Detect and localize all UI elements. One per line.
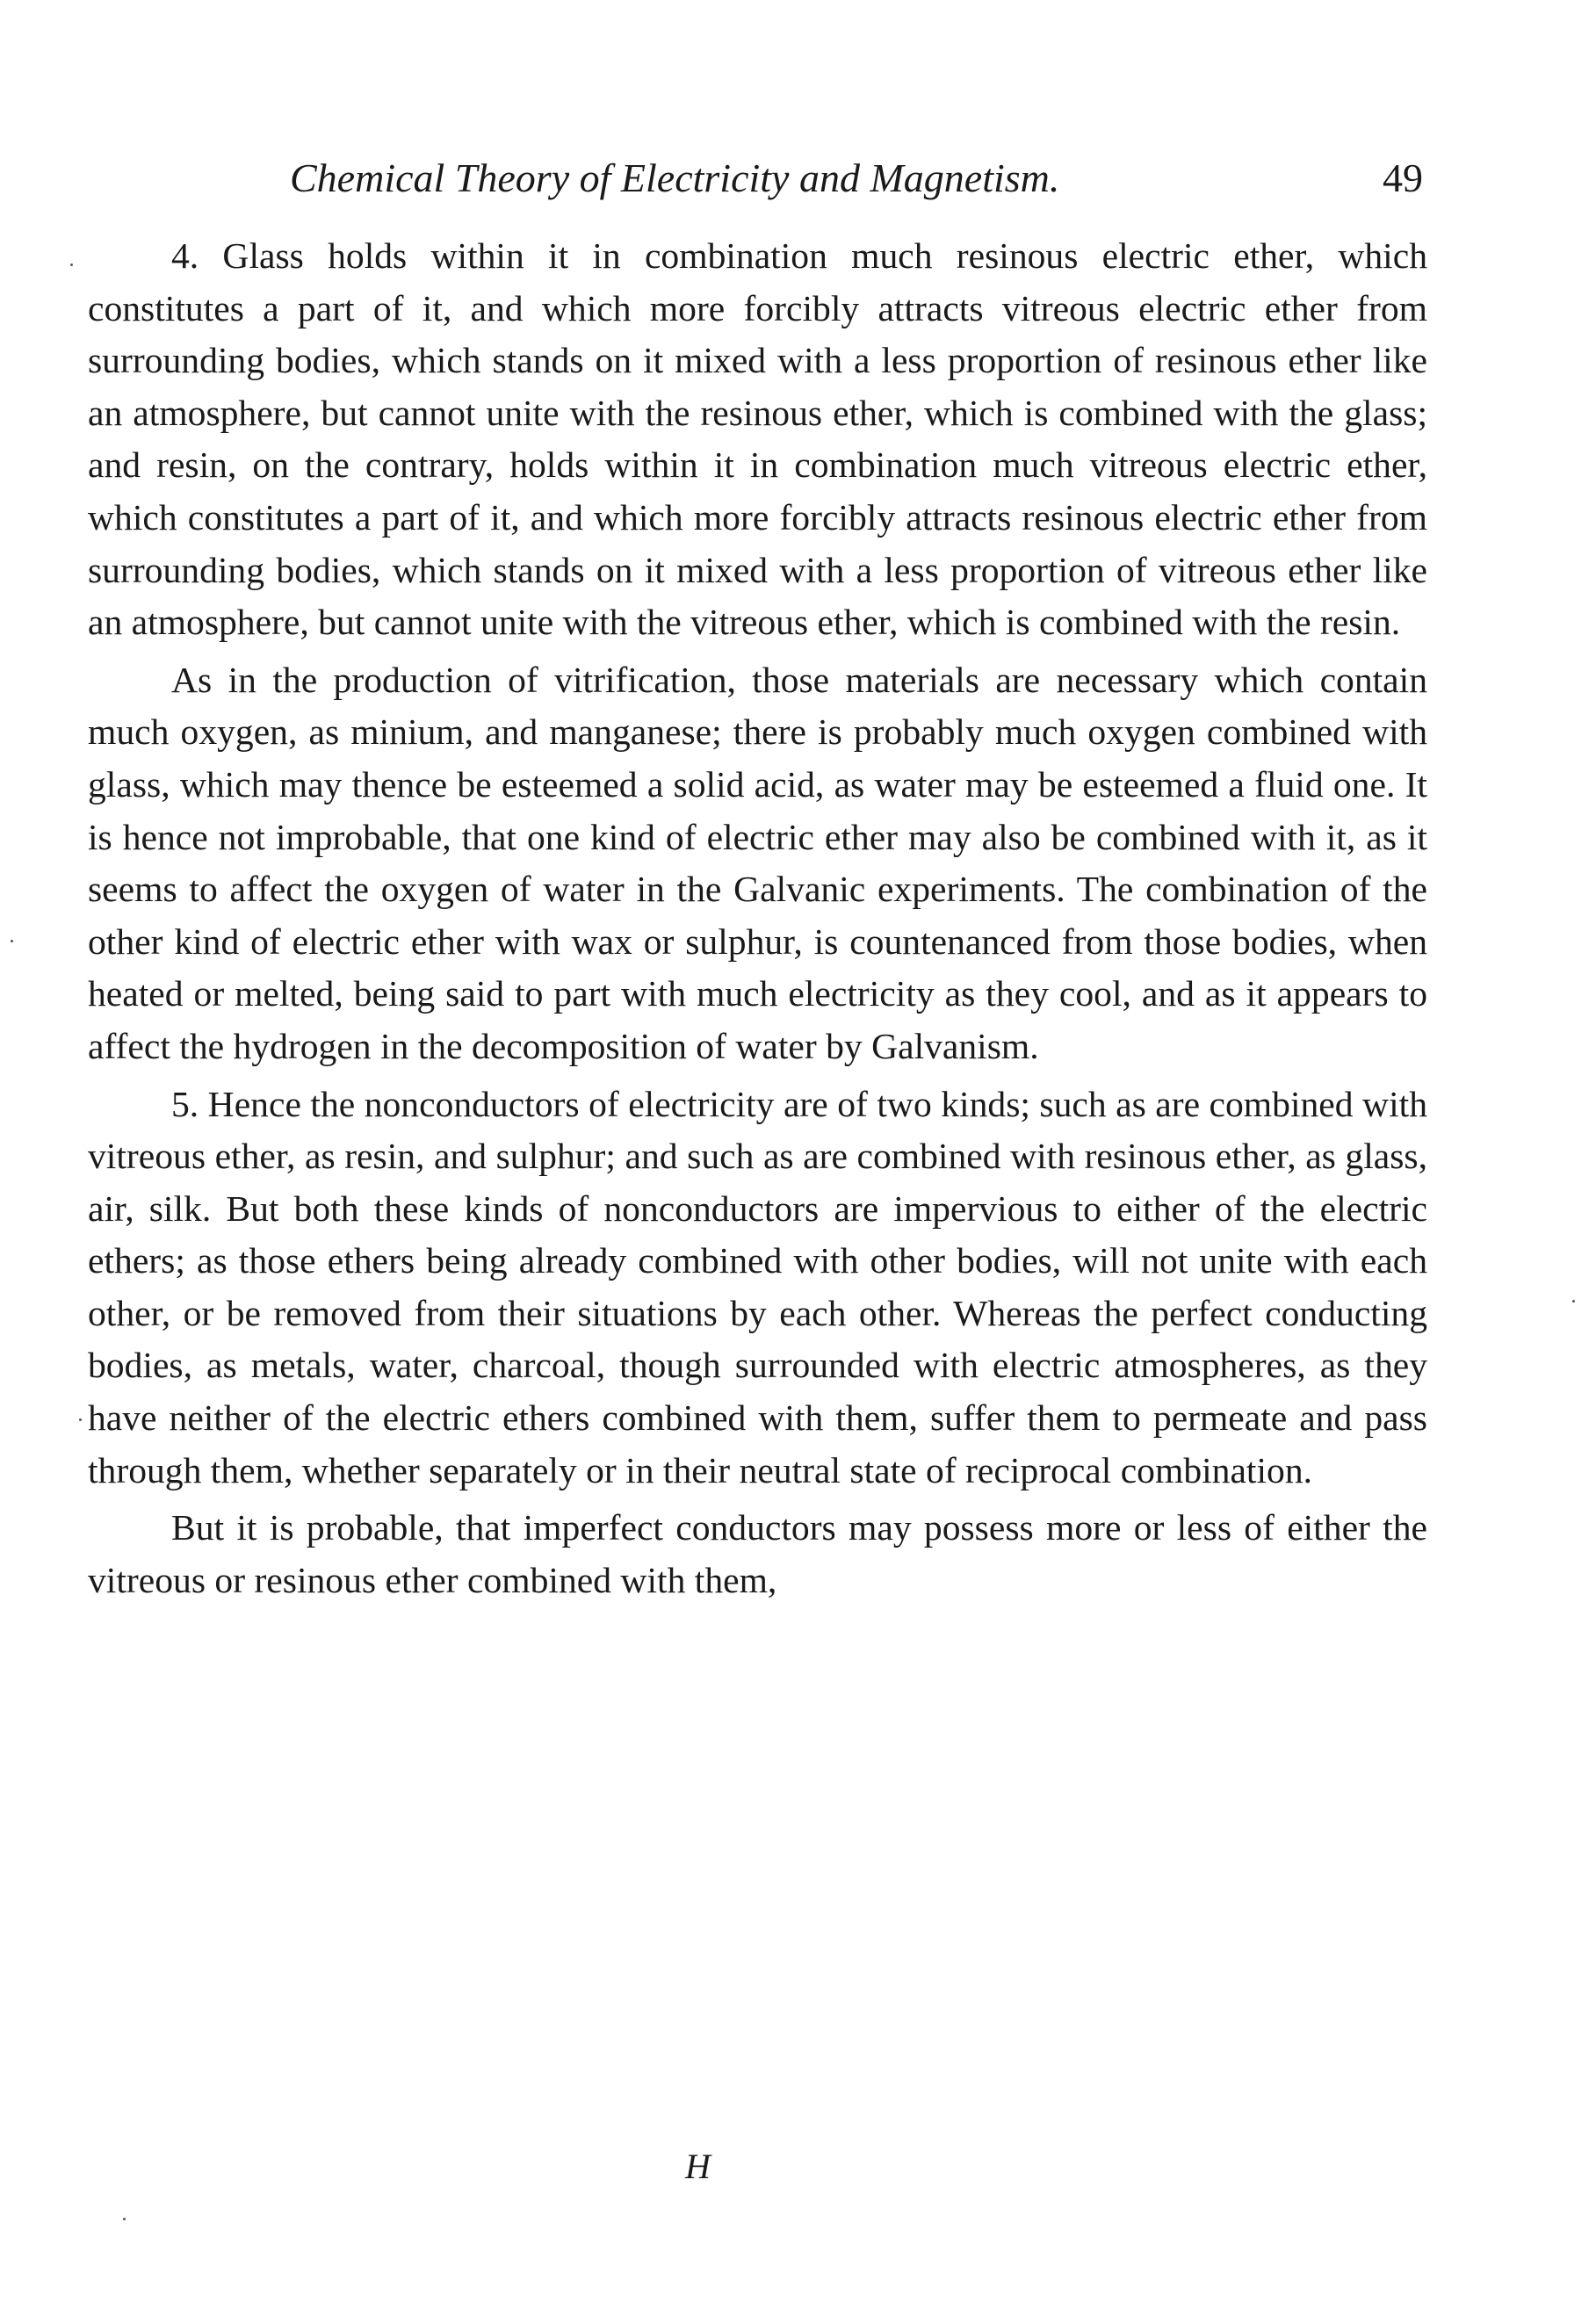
running-title: Chemical Theory of Electricity and Magnetism.: [290, 155, 1060, 200]
paragraph-imperfect-conductors: But it is probable, that imperfect conductors may possess more or less of either the vitreous or resinous ether combined with them,: [88, 1507, 1427, 1600]
paragraph-section-5: 5. Hence the nonconductors of electricity are of two kinds; such as are combined with vitreous ether, as resin, and sulphur; and such as are combined with resinous ether, as glass, air, silk. But both these kinds of nonconductors are impervious to either of the electric ethers; as those ethers being already combined with other bodies, will not unite with each other, or be removed from their situations by each other. Whereas the perfect conducting bodies, as metals, water, charcoal, though surrounded with electric atmospheres, as they have neither of the electric ethers combined with them, suffer them to permeate and pass through them, whether separately or in their neutral state of reciprocal combination.: [88, 1083, 1427, 1490]
paper-speck: [70, 263, 73, 266]
paper-speck: [79, 1418, 82, 1421]
paper-speck: [123, 2218, 126, 2220]
paragraph-section-4: 4. Glass holds within it in combination much resinous electric ether, which constitutes a part of it, and which more forcibly attracts vitreous electric ether from surrounding bodies, which stands on it mixed with a less proportion of resinous ether like an atmosphere, but cannot unite with the resinous ether, which is combined with the glass; and resin, on the contrary, holds within it in combination much vitreous electric ether, which constitutes a part of it, and which more forcibly attracts resinous electric ether from surrounding bodies, which stands on it mixed with a less proportion of vitreous ether like an atmosphere, but cannot unite with the vitreous ether, which is combined with the resin.: [88, 235, 1427, 643]
paragraph-vitrification: As in the production of vitrification, those materials are necessary which contain much oxygen, as minium, and manganese; there is probably much oxygen combined with glass, which may thence be esteemed a solid acid, as water may be esteemed a fluid one. It is hence not improbable, that one kind of electric ether may also be combined with it, as it seems to affect the oxygen of water in the Galvanic experiments. The combination of the other kind of electric ether with wax or sulphur, is countenanced from those bodies, when heated or melted, being said to part with much electricity as they cool, and as it appears to affect the hydrogen in the decomposition of water by Galvanism.: [88, 659, 1427, 1066]
paper-speck: [11, 940, 13, 942]
page-number: 49: [1383, 155, 1423, 200]
paper-speck: [1572, 1300, 1575, 1303]
signature-mark: H: [685, 2147, 711, 2186]
body-text: [88, 230, 1427, 1612]
running-header: [290, 148, 1423, 209]
